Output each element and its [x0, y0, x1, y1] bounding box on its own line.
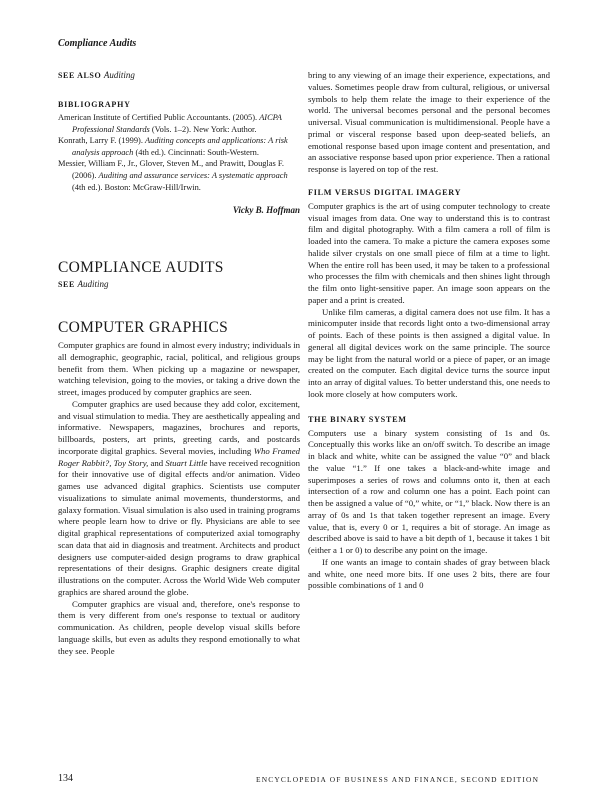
cg-paragraph-1: Computer graphics are found in almost every industry; individuals in all demographic, geographic, racial, political, and religious groups benefit from them. When picking up a magazine or newspaper, watching television, going to the movies, or taking a drive down the street, images produced by computer graphics are seen. [58, 340, 300, 398]
bib-title: AICPA Professional Standards [72, 113, 282, 134]
bib-text: (Vols. 1–2). New York: Author. [149, 124, 257, 134]
book-title: ENCYCLOPEDIA OF BUSINESS AND FINANCE, SECOND EDITION [256, 775, 540, 784]
movie-titles: Who Framed Roger Rabbit?, Toy Story, [58, 445, 301, 468]
cg-paragraph-3: Computer graphics are visual and, therefore, one's response to them is very different from one's response to textual or auditory communication. As children, people develop visual skills before language skills, but even as adults they respond emotionally to what they see. People [58, 598, 300, 656]
see-link: Auditing [77, 279, 109, 290]
bib-text: Konrath, Larry F. (1999). [58, 136, 146, 146]
cg-text: and [148, 457, 166, 468]
binary-paragraph-2: If one wants an image to contain shades of gray between black and white, one need more bits. If one uses 2 bits, there are four possible combinations of 1 and 0 [308, 556, 550, 591]
film-digital-heading: FILM VERSUS DIGITAL IMAGERY [308, 187, 462, 197]
bib-text: (4th ed.). Boston: McGraw-Hill/Irwin. [72, 182, 201, 192]
see-also-link: Auditing [103, 70, 135, 80]
running-head: Compliance Audits [58, 38, 137, 49]
right-column [308, 70, 550, 592]
bibliography-entry [58, 135, 300, 158]
bibliography-entry [58, 158, 300, 193]
see-also [58, 70, 300, 80]
binary-system-heading: THE BINARY SYSTEM [308, 414, 407, 424]
film-paragraph-1: Computer graphics is the art of using computer technology to create visual images from data. One way to understand this is to contrast film and digital photography. With a film camera a roll of film is loaded into the camera. To make a picture the camera exposes some halide silver crystals on one small piece of film at a time to light. When the entire roll has been used, it may be taken to a professional who processes the film with chemicals and then shines light through the film onto light-sensitive paper. An image soon appears on the paper and a print is created. [308, 200, 550, 305]
bib-text: (4th ed.). Cincinnati: South-Western. [133, 147, 259, 157]
bibliography-heading: BIBLIOGRAPHY [58, 100, 131, 109]
continued-paragraph: bring to any viewing of an image their experience, expectations, and values. Sometimes people draw from cultural, religious, or universal symbols to help them relate the image to their experience of the world. The universal becomes personal and the personal becomes universal. Visual communication is multidimensional. People have a primal or visceral response based upon deep-seated beliefs, an emotional response based upon image content and presentation, and an associative response based upon prior experience. Then a rational response is layered on top of the rest. [308, 70, 550, 174]
bib-text: American Institute of Certified Public Accountants. (2005). [58, 113, 258, 122]
binary-paragraph-1: Computers use a binary system consisting of 1s and 0s. Conceptually this works like an on/off switch. To describe an image in black and white, white can be assigned the value “0” and black the value “1.” If one takes a black-and-white image and superimposes a series of rows and columns onto it, then at each intersection of a row and column one has a point. Each point can then be assigned a value of “0,” white, or “1,” black. Now there is an array of 0s and 1s that taken together represent an image. Every value, that is, every 0 or 1, requires a bit of storage. An image as described above is said to have a bit depth of 1, because it takes 1 bit (either a 1 or 0) to describe any point on the image. [308, 427, 550, 555]
cg-text: Computer graphics are used because they add color, excitement, and visual stimulation to media. They are aesthetically appealing and informative. Newspapers, magazines, brochures and reports, billboards, posters, art prints, greeting cards, and postcards incorporate digital graphics. Several movies, including [58, 398, 300, 456]
cg-paragraph-2 [58, 399, 300, 599]
cg-text: have received recognition for their innovative use of digital effects and/or animation. Video games use advanced digital graphics. Scientists use computer visualizations to simulate animal movements, thunderstorms, and galaxy formation. Visual simulation is also used in training programs where people learn how to drive or fly. Physicians are able to see digital graphical representations of computerized axial tomography scan data that aid in diagnosis and treatment. Architects and product designers use computer-aided design programs to draw graphical representations of their designs. Graphic designers create digital illustrations on the computer. Across the World Wide Web computer graphics are shared around the globe. [58, 457, 300, 597]
page-number: 134 [58, 773, 73, 784]
left-column [58, 70, 300, 657]
movie-title: Stuart Little [165, 457, 208, 468]
bib-text: Messier, William F., Jr., Glover, Steven M., and Prawitt, Douglas F. (2006). [58, 159, 284, 180]
bib-title: Auditing concepts and applications: A risk analysis approach [72, 136, 288, 157]
see-also-label: SEE ALSO [58, 71, 102, 80]
compliance-audits-heading: COMPLIANCE AUDITS [58, 259, 224, 277]
see-label: SEE [58, 280, 75, 290]
computer-graphics-heading: COMPUTER GRAPHICS [58, 319, 229, 337]
bib-title: Auditing and assurance services: A systematic approach [98, 170, 288, 180]
compliance-see [58, 279, 300, 289]
article-author: Vicky B. Hoffman [232, 205, 300, 216]
bibliography-entry [58, 112, 300, 135]
film-paragraph-2: Unlike film cameras, a digital camera does not use film. It has a minicomputer inside that records light onto a two-dimensional array of points. Each of these points is then assigned a digital value. In general all digital devices work on the same principle. The source may be light from the natural world or a piece of paper, or an image created on the computer. Each digital device turns the source input into an array of digital values. To better understand this, one needs to look more closely at how computers work. [308, 306, 550, 399]
